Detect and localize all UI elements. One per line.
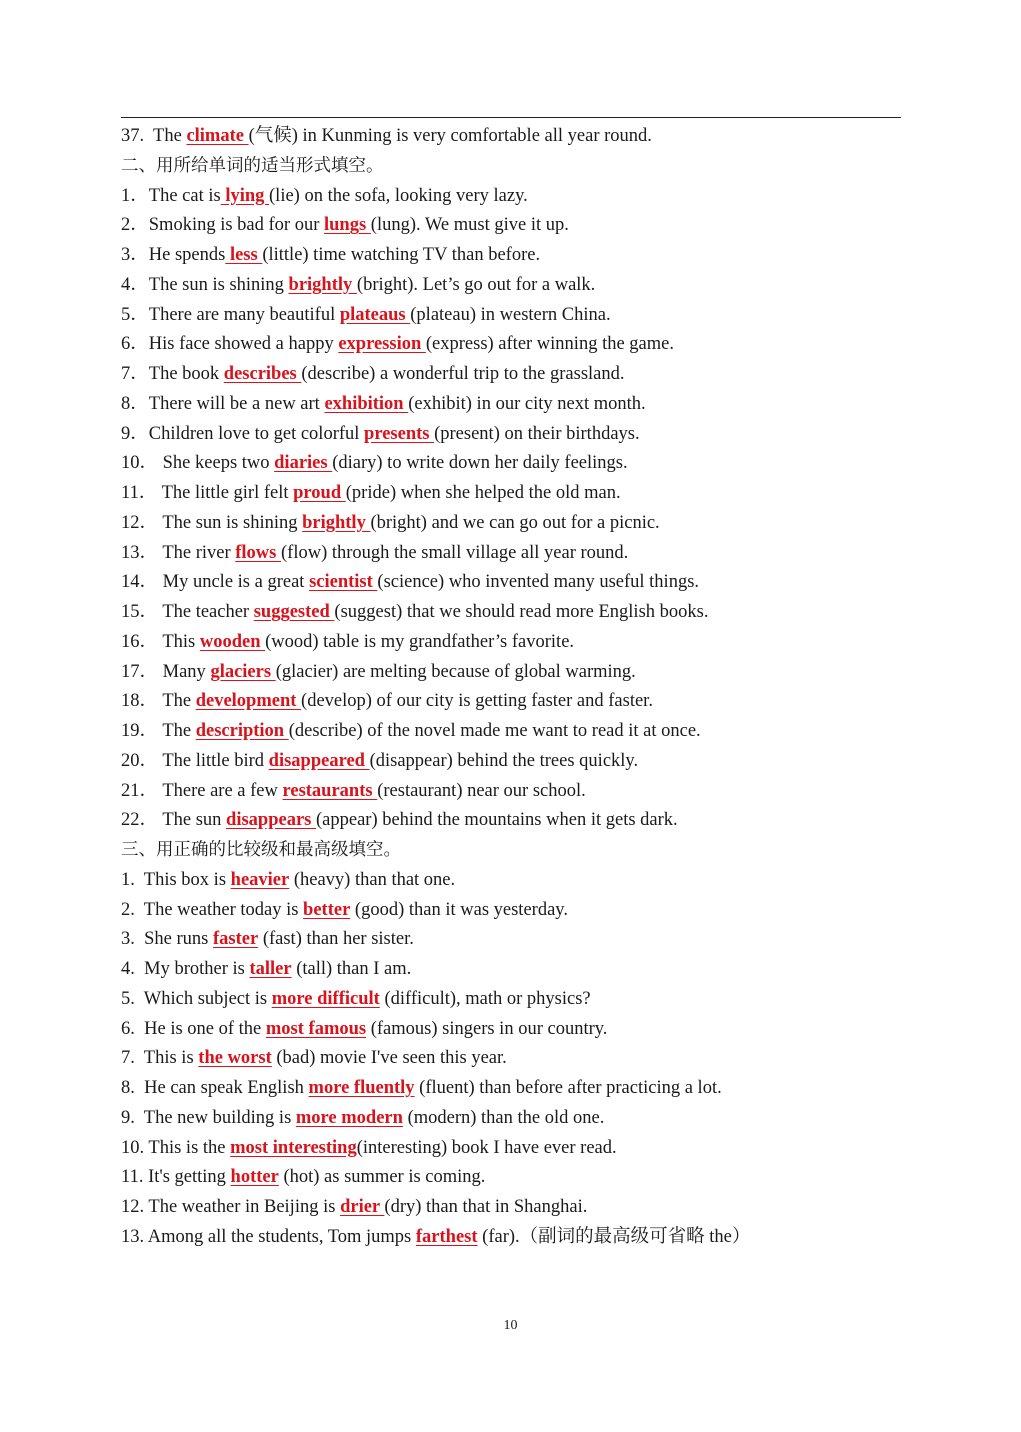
text-before: The sun is shining xyxy=(148,274,289,295)
item-number: 21． xyxy=(121,780,159,801)
text-after: (express) after winning the game. xyxy=(425,334,674,355)
text-after: (appear) behind the mountains when it gets dark. xyxy=(315,810,678,831)
item-number: 3. xyxy=(121,929,135,950)
text-before: Children love to get colorful xyxy=(148,423,365,444)
text-after: (fluent) than before after practicing a lot. xyxy=(414,1078,722,1098)
text-after: (restaurant) near our school. xyxy=(377,780,586,801)
answer-word: more fluently xyxy=(308,1078,415,1098)
answer-word: suggested xyxy=(253,602,335,622)
text-after: (science) who invented many useful things. xyxy=(377,572,700,593)
exercise-line xyxy=(121,1015,911,1045)
answer-word: most interesting xyxy=(230,1137,357,1158)
answer-word: most famous xyxy=(265,1018,367,1039)
exercise-line xyxy=(121,122,911,152)
text-before: The little bird xyxy=(162,750,269,771)
text-after: (describe) a wonderful trip to the grassland. xyxy=(301,364,625,384)
answer-word: scientist xyxy=(309,572,378,593)
text-before: The xyxy=(153,126,187,146)
exercise-line xyxy=(121,420,911,450)
text-after: (bad) movie I've seen this year. xyxy=(271,1048,507,1069)
text-before: The cat is xyxy=(148,185,221,206)
exercise-line xyxy=(121,687,911,717)
item-number: 9. xyxy=(121,1107,135,1128)
text-before: Among all the students, Tom jumps xyxy=(147,1226,416,1247)
answer-word: development xyxy=(195,691,302,712)
item-number: 17． xyxy=(121,661,159,682)
answer-word: faster xyxy=(213,929,259,950)
exercise-line xyxy=(121,241,911,271)
exercise-line xyxy=(121,1104,911,1134)
section-heading: 三、用正确的比较级和最高级填空。 xyxy=(121,840,401,860)
text-before: My brother is xyxy=(144,959,250,979)
answer-word: climate xyxy=(186,126,249,146)
text-before: The weather today is xyxy=(143,899,304,920)
text-after: (wood) table is my grandfather’s favorite. xyxy=(265,631,575,652)
text-before: She runs xyxy=(144,929,213,950)
exercise-line xyxy=(121,182,911,212)
exercise-line xyxy=(121,330,911,360)
exercise-line xyxy=(121,479,911,509)
text-before: The xyxy=(162,721,196,741)
item-gap xyxy=(135,900,144,920)
section-heading: 二、用所给单词的适当形式填空。 xyxy=(121,155,384,176)
text-after: (bright) and we can go out for a picnic. xyxy=(370,512,660,533)
item-gap xyxy=(135,1108,144,1128)
item-number: 18． xyxy=(121,691,159,712)
text-before: The sun is shining xyxy=(162,512,303,533)
item-number: 4. xyxy=(121,959,135,979)
item-number: 2. xyxy=(121,899,135,920)
answer-word: restaurants xyxy=(282,780,378,801)
text-before: The teacher xyxy=(162,602,254,622)
page-number: 10 xyxy=(503,1318,518,1333)
header-rule xyxy=(121,117,901,118)
exercise-line xyxy=(121,598,911,628)
item-number: 4． xyxy=(121,274,149,295)
item-gap xyxy=(135,870,144,890)
exercise-line xyxy=(121,806,911,836)
text-after: (气候) in Kunming is very comfortable all year round. xyxy=(248,126,652,146)
text-after: (glacier) are melting because of global warming. xyxy=(275,661,636,682)
item-number: 8. xyxy=(121,1078,135,1098)
text-after: (flow) through the small village all year round. xyxy=(281,542,629,563)
item-gap xyxy=(135,1019,144,1039)
text-after: (pride) when she helped the old man. xyxy=(345,483,621,503)
text-after: (hot) as summer is coming. xyxy=(278,1167,486,1188)
exercise-line xyxy=(121,539,911,569)
answer-word: more difficult xyxy=(271,988,380,1009)
text-after: (good) than it was yesterday. xyxy=(350,899,568,920)
text-before: Which subject is xyxy=(143,988,272,1009)
text-before: He spends xyxy=(148,245,226,265)
text-before: There are many beautiful xyxy=(148,304,340,325)
text-after: (lie) on the sofa, looking very lazy. xyxy=(269,185,528,206)
item-gap xyxy=(135,1078,144,1098)
text-before: His face showed a happy xyxy=(148,334,339,355)
item-number: 12． xyxy=(121,512,159,533)
answer-word: disappears xyxy=(226,810,316,831)
text-after: (tall) than I am. xyxy=(291,959,412,979)
answer-word: the worst xyxy=(198,1048,272,1069)
exercise-line xyxy=(121,896,911,926)
exercise-line xyxy=(121,449,911,479)
exercise-line xyxy=(121,211,911,241)
exercise-line xyxy=(121,717,911,747)
answer-word: lungs xyxy=(324,215,371,236)
answer-word: expression xyxy=(338,334,426,355)
item-number: 1． xyxy=(121,185,149,206)
answer-word: hotter xyxy=(230,1167,279,1188)
item-gap xyxy=(135,1048,144,1068)
text-after: (little) time watching TV than before. xyxy=(262,245,541,265)
answer-word: describes xyxy=(223,364,302,384)
text-after: (difficult), math or physics? xyxy=(379,988,591,1009)
text-after: (suggest) that we should read more English books. xyxy=(334,602,709,622)
answer-word: more modern xyxy=(295,1107,403,1128)
answer-word: farthest xyxy=(415,1226,478,1247)
item-number: 10． xyxy=(121,453,159,474)
text-before: The river xyxy=(162,542,236,563)
text-before: The book xyxy=(148,364,224,384)
text-before: There will be a new art xyxy=(148,393,325,414)
exercise-line xyxy=(121,271,911,301)
answer-word: diaries xyxy=(274,453,333,474)
text-after: (fast) than her sister. xyxy=(258,929,414,950)
answer-word: exhibition xyxy=(324,393,409,414)
answer-word: brightly xyxy=(288,274,357,295)
exercise-line xyxy=(121,628,911,658)
text-after: (lung). We must give it up. xyxy=(370,215,569,236)
answer-word: heavier xyxy=(230,869,290,890)
exercise-content xyxy=(121,122,911,1253)
answer-word: less xyxy=(225,245,263,265)
item-number: 14． xyxy=(121,572,159,593)
item-gap xyxy=(135,959,144,979)
text-after: (diary) to write down her daily feelings. xyxy=(332,453,628,474)
text-before: The weather in Beijing is xyxy=(148,1197,341,1217)
exercise-line xyxy=(121,1193,911,1223)
text-after: (exhibit) in our city next month. xyxy=(408,393,646,414)
text-before: The little girl felt xyxy=(161,483,294,503)
text-before: It's getting xyxy=(148,1167,231,1188)
item-number: 12. xyxy=(121,1197,145,1217)
exercise-line xyxy=(121,1223,911,1253)
item-number: 7. xyxy=(121,1048,135,1069)
item-number: 16． xyxy=(121,631,159,652)
item-number: 37. xyxy=(121,126,145,146)
text-after: (famous) singers in our country. xyxy=(366,1018,608,1039)
text-after: (far).（副词的最高级可省略 the） xyxy=(477,1226,751,1247)
answer-word: brightly xyxy=(302,512,371,533)
item-number: 13. xyxy=(121,1226,145,1247)
exercise-line xyxy=(121,568,911,598)
exercise-line xyxy=(121,866,911,896)
answer-word: wooden xyxy=(199,631,266,652)
item-number: 6． xyxy=(121,334,149,355)
exercise-line xyxy=(121,1134,911,1164)
item-number: 13． xyxy=(121,542,159,563)
item-number: 5. xyxy=(121,988,135,1009)
item-number: 9． xyxy=(121,423,149,444)
item-number: 15． xyxy=(121,602,159,622)
text-before: There are a few xyxy=(162,780,283,801)
answer-word: proud xyxy=(293,483,346,503)
text-before: This is the xyxy=(148,1137,231,1158)
item-number: 10. xyxy=(121,1137,145,1158)
answer-word: flows xyxy=(235,542,281,563)
exercise-line xyxy=(121,509,911,539)
item-number: 2． xyxy=(121,215,149,236)
answer-word: glaciers xyxy=(210,661,276,682)
item-number: 5． xyxy=(121,304,149,325)
answer-word: description xyxy=(195,721,289,741)
text-after: (bright). Let’s go out for a walk. xyxy=(356,274,596,295)
exercise-line xyxy=(121,1074,911,1104)
exercise-line xyxy=(121,985,911,1015)
text-after: (heavy) than that one. xyxy=(289,869,456,890)
item-number: 19． xyxy=(121,721,159,741)
text-before: This is xyxy=(143,1048,199,1069)
text-after: (modern) than the old one. xyxy=(402,1107,605,1128)
exercise-line xyxy=(121,301,911,331)
item-number: 11. xyxy=(121,1167,144,1188)
text-before: The sun xyxy=(162,810,227,831)
exercise-line xyxy=(121,390,911,420)
text-before: This xyxy=(162,631,200,652)
answer-word: better xyxy=(303,899,351,920)
text-before: This box is xyxy=(143,869,231,890)
text-after: (present) on their birthdays. xyxy=(434,423,640,444)
exercise-line xyxy=(121,747,911,777)
exercise-line xyxy=(121,658,911,688)
text-before: He is one of the xyxy=(144,1018,266,1039)
text-before: Many xyxy=(162,661,211,682)
item-number: 8． xyxy=(121,393,149,414)
exercise-line xyxy=(121,360,911,390)
item-number: 1. xyxy=(121,869,135,890)
item-number: 6. xyxy=(121,1018,135,1039)
exercise-line xyxy=(121,777,911,807)
item-number: 22． xyxy=(121,810,159,831)
text-after: (disappear) behind the trees quickly. xyxy=(369,750,639,771)
item-gap xyxy=(144,126,153,146)
answer-word: taller xyxy=(249,959,292,979)
item-gap xyxy=(135,929,144,949)
text-after: (develop) of our city is getting faster and faster. xyxy=(301,691,653,712)
text-before: He can speak English xyxy=(144,1078,309,1098)
answer-word: plateaus xyxy=(339,304,411,325)
text-after: (describe) of the novel made me want to read it at once. xyxy=(288,721,701,741)
text-before: She keeps two xyxy=(162,453,275,474)
answer-word: presents xyxy=(364,423,435,444)
item-number: 7． xyxy=(121,364,149,384)
item-number: 11． xyxy=(121,483,158,503)
exercise-line xyxy=(121,1163,911,1193)
exercise-line xyxy=(121,955,911,985)
text-after: (plateau) in western China. xyxy=(410,304,611,325)
answer-word: lying xyxy=(220,185,270,206)
text-before: The new building is xyxy=(143,1107,296,1128)
item-number: 3． xyxy=(121,245,149,265)
item-number: 20． xyxy=(121,750,159,771)
text-before: My uncle is a great xyxy=(162,572,310,593)
answer-word: disappeared xyxy=(268,750,370,771)
item-gap xyxy=(135,989,144,1009)
text-after: (dry) than that in Shanghai. xyxy=(384,1197,588,1217)
exercise-line xyxy=(121,925,911,955)
answer-word: drier xyxy=(340,1197,385,1217)
text-before: Smoking is bad for our xyxy=(148,215,324,236)
text-after: (interesting) book I have ever read. xyxy=(356,1137,617,1158)
text-before: The xyxy=(162,691,196,712)
exercise-line xyxy=(121,1044,911,1074)
